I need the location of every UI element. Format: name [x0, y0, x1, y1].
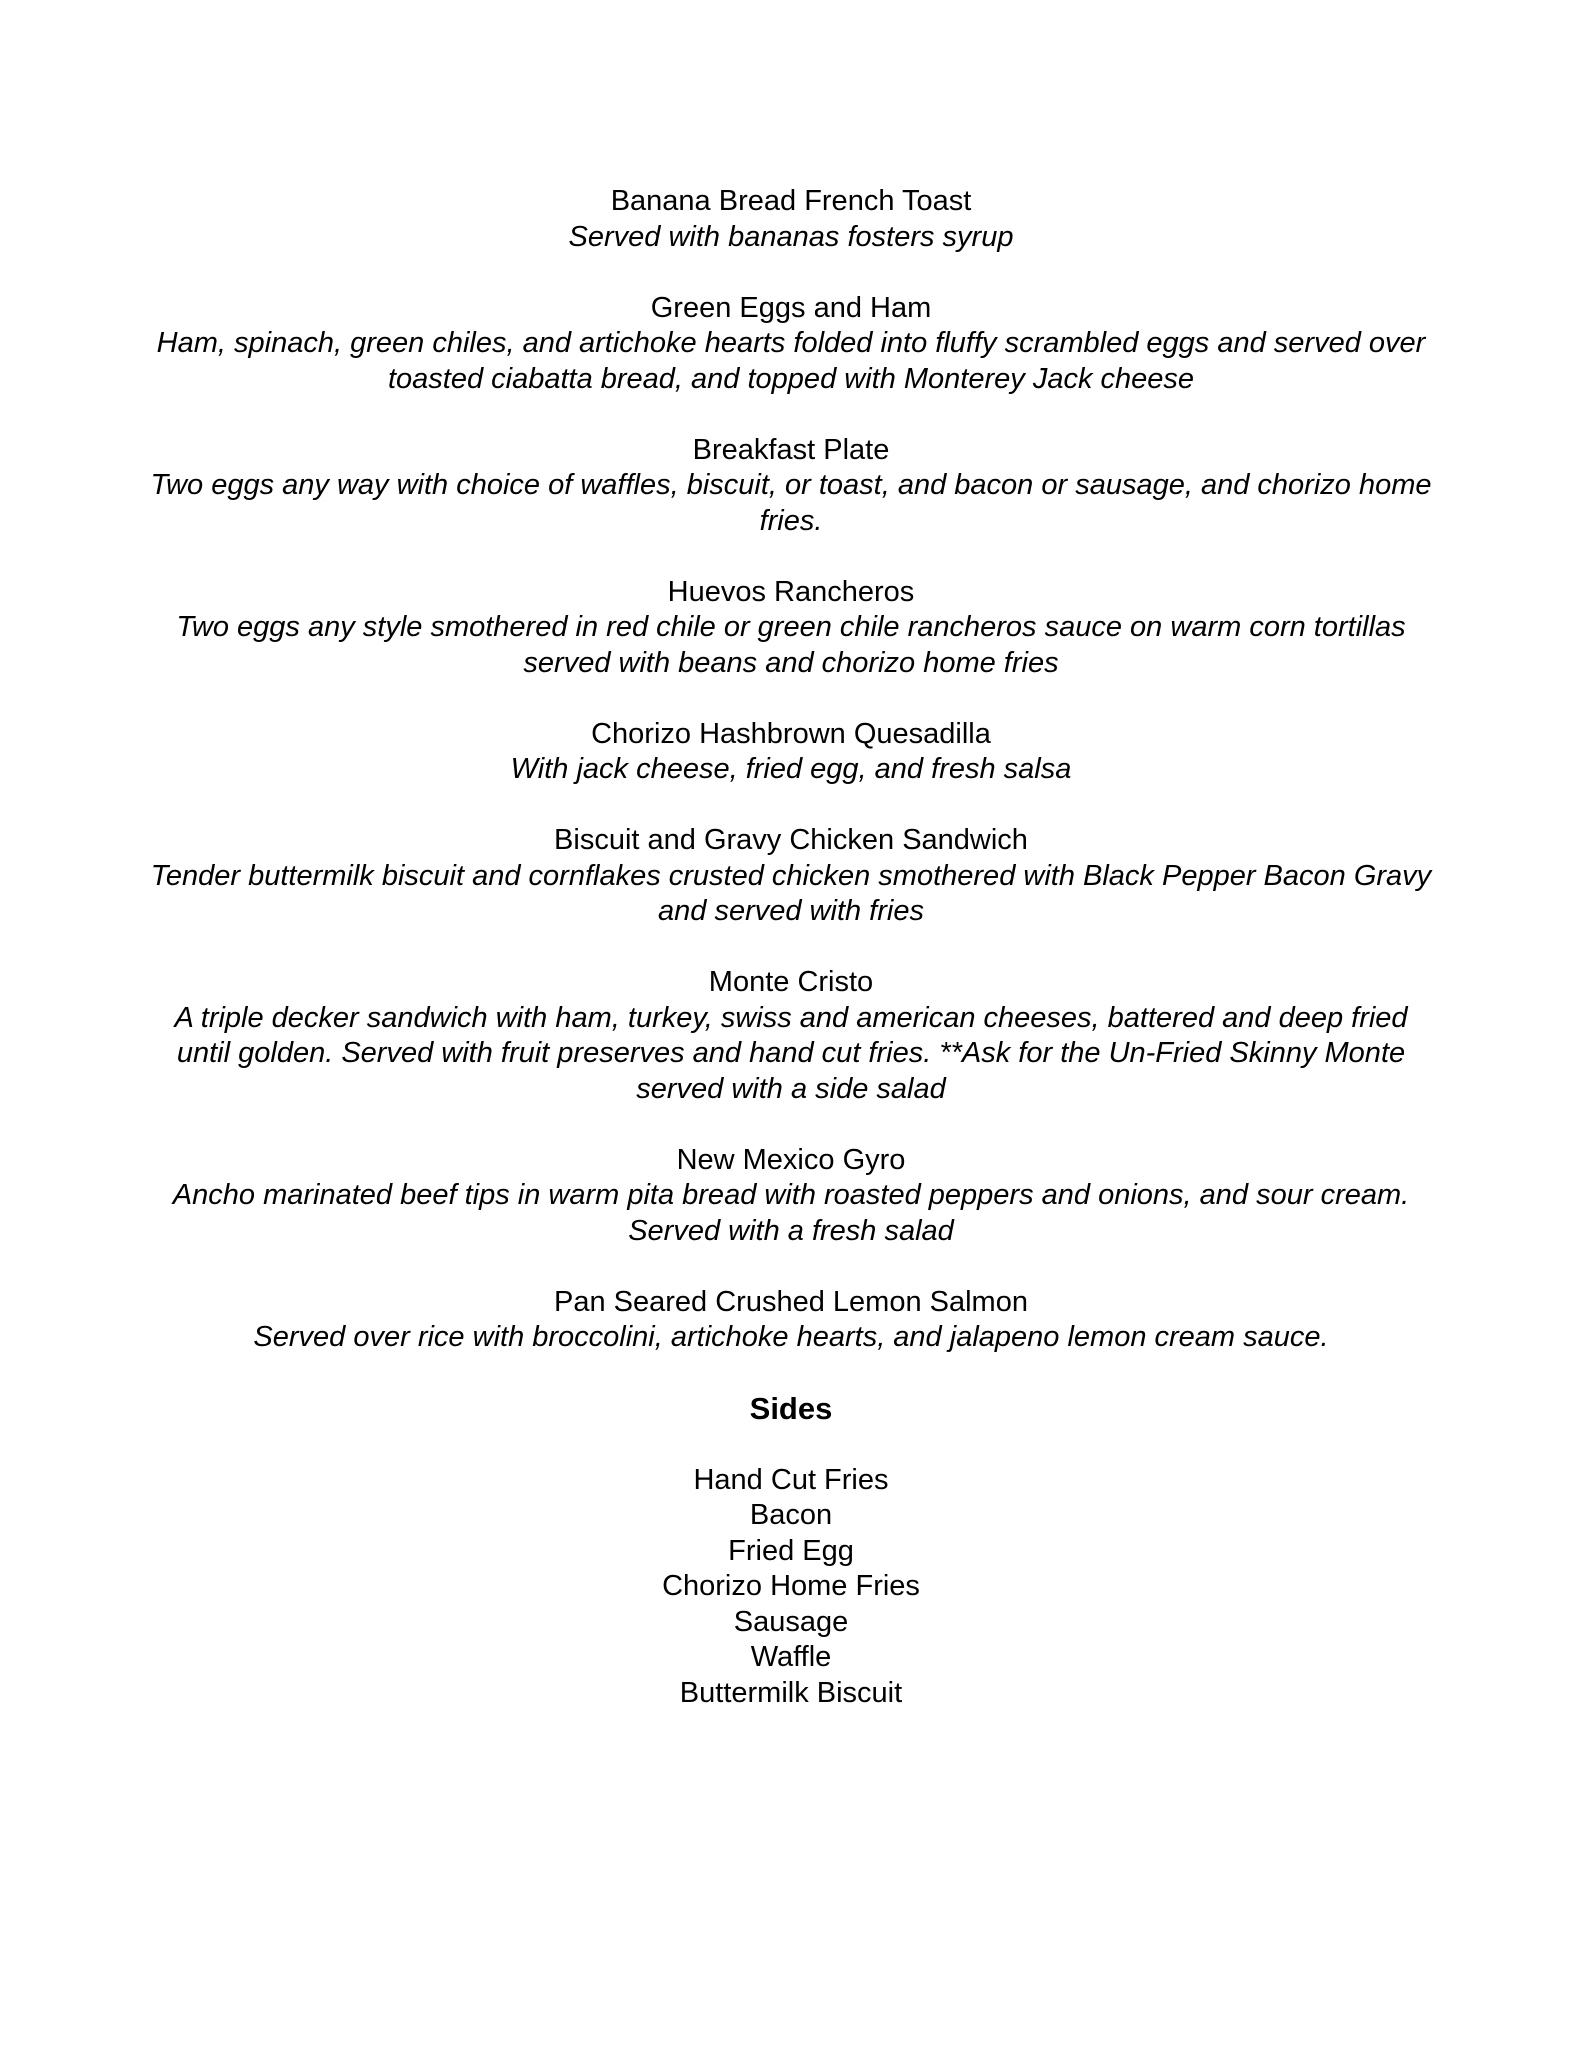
menu-item-description: Ancho marinated beef tips in warm pita bread with roasted peppers and onions, and sour cream. Served with a fresh salad [172, 1179, 1410, 1247]
menu-item-description: Two eggs any style smothered in red chile or green chile rancheros sauce on warm corn tortillas served with beans and chorizo home fries [176, 611, 1406, 679]
menu-item-description: A triple decker sandwich with ham, turkey, swiss and american cheeses, battered and deep fried until golden. Served with fruit preserves and hand cut fries. **Ask for the Un-Fried Skinny Monte served with a side salad [174, 1001, 1408, 1105]
menu-item-description: With jack cheese, fried egg, and fresh salsa [510, 753, 1072, 785]
menu-item-name: Huevos Rancheros [667, 575, 915, 608]
menu-item [150, 1285, 1432, 1356]
menu-item-name: Monte Cristo [708, 966, 874, 998]
menu-item [150, 575, 1432, 682]
menu-item-description: Served over rice with broccolini, artichoke hearts, and jalapeno lemon cream sauce. [253, 1321, 1329, 1353]
menu-item-name: Biscuit and Gravy Chicken Sandwich [554, 824, 1028, 856]
menu-item-description: Two eggs any way with choice of waffles, biscuit, or toast, and bacon or sausage, and chorizo home fries. [150, 469, 1432, 537]
menu-item-description: Served with bananas fosters syrup [568, 220, 1014, 253]
menu-item [150, 717, 1432, 788]
menu-item-name: New Mexico Gyro [676, 1143, 906, 1176]
menu-item-name: Chorizo Hashbrown Quesadilla [591, 717, 991, 750]
side-item: Waffle [750, 1641, 832, 1673]
menu-item [150, 291, 1432, 398]
menu-item-name: Green Eggs and Ham [650, 291, 932, 324]
menu-item [150, 184, 1432, 255]
menu-item-name: Banana Bread French Toast [610, 185, 972, 217]
menu-item [150, 965, 1432, 1107]
sides-heading: Sides [749, 1391, 833, 1426]
side-item: Sausage [733, 1605, 849, 1638]
menu-item-description: Ham, spinach, green chiles, and artichoke hearts folded into fluffy scrambled eggs and served over toasted ciabatta bread, and topped with Monterey Jack cheese [156, 327, 1426, 395]
sides-list [150, 1463, 1432, 1712]
side-item: Fried Egg [728, 1534, 854, 1567]
side-item: Bacon [749, 1499, 833, 1531]
menu-item [150, 1143, 1432, 1250]
menu-item [150, 433, 1432, 540]
menu-item [150, 823, 1432, 930]
side-item: Buttermilk Biscuit [679, 1676, 903, 1709]
menu-item-description: Tender buttermilk biscuit and cornflakes crusted chicken smothered with Black Pepper Bacon Gravy and served with fries [150, 859, 1432, 927]
side-item: Hand Cut Fries [693, 1463, 889, 1496]
menu-content [150, 184, 1432, 1711]
side-item: Chorizo Home Fries [662, 1570, 920, 1602]
menu-item-name: Breakfast Plate [692, 433, 890, 466]
menu-item-name: Pan Seared Crushed Lemon Salmon [554, 1285, 1028, 1318]
